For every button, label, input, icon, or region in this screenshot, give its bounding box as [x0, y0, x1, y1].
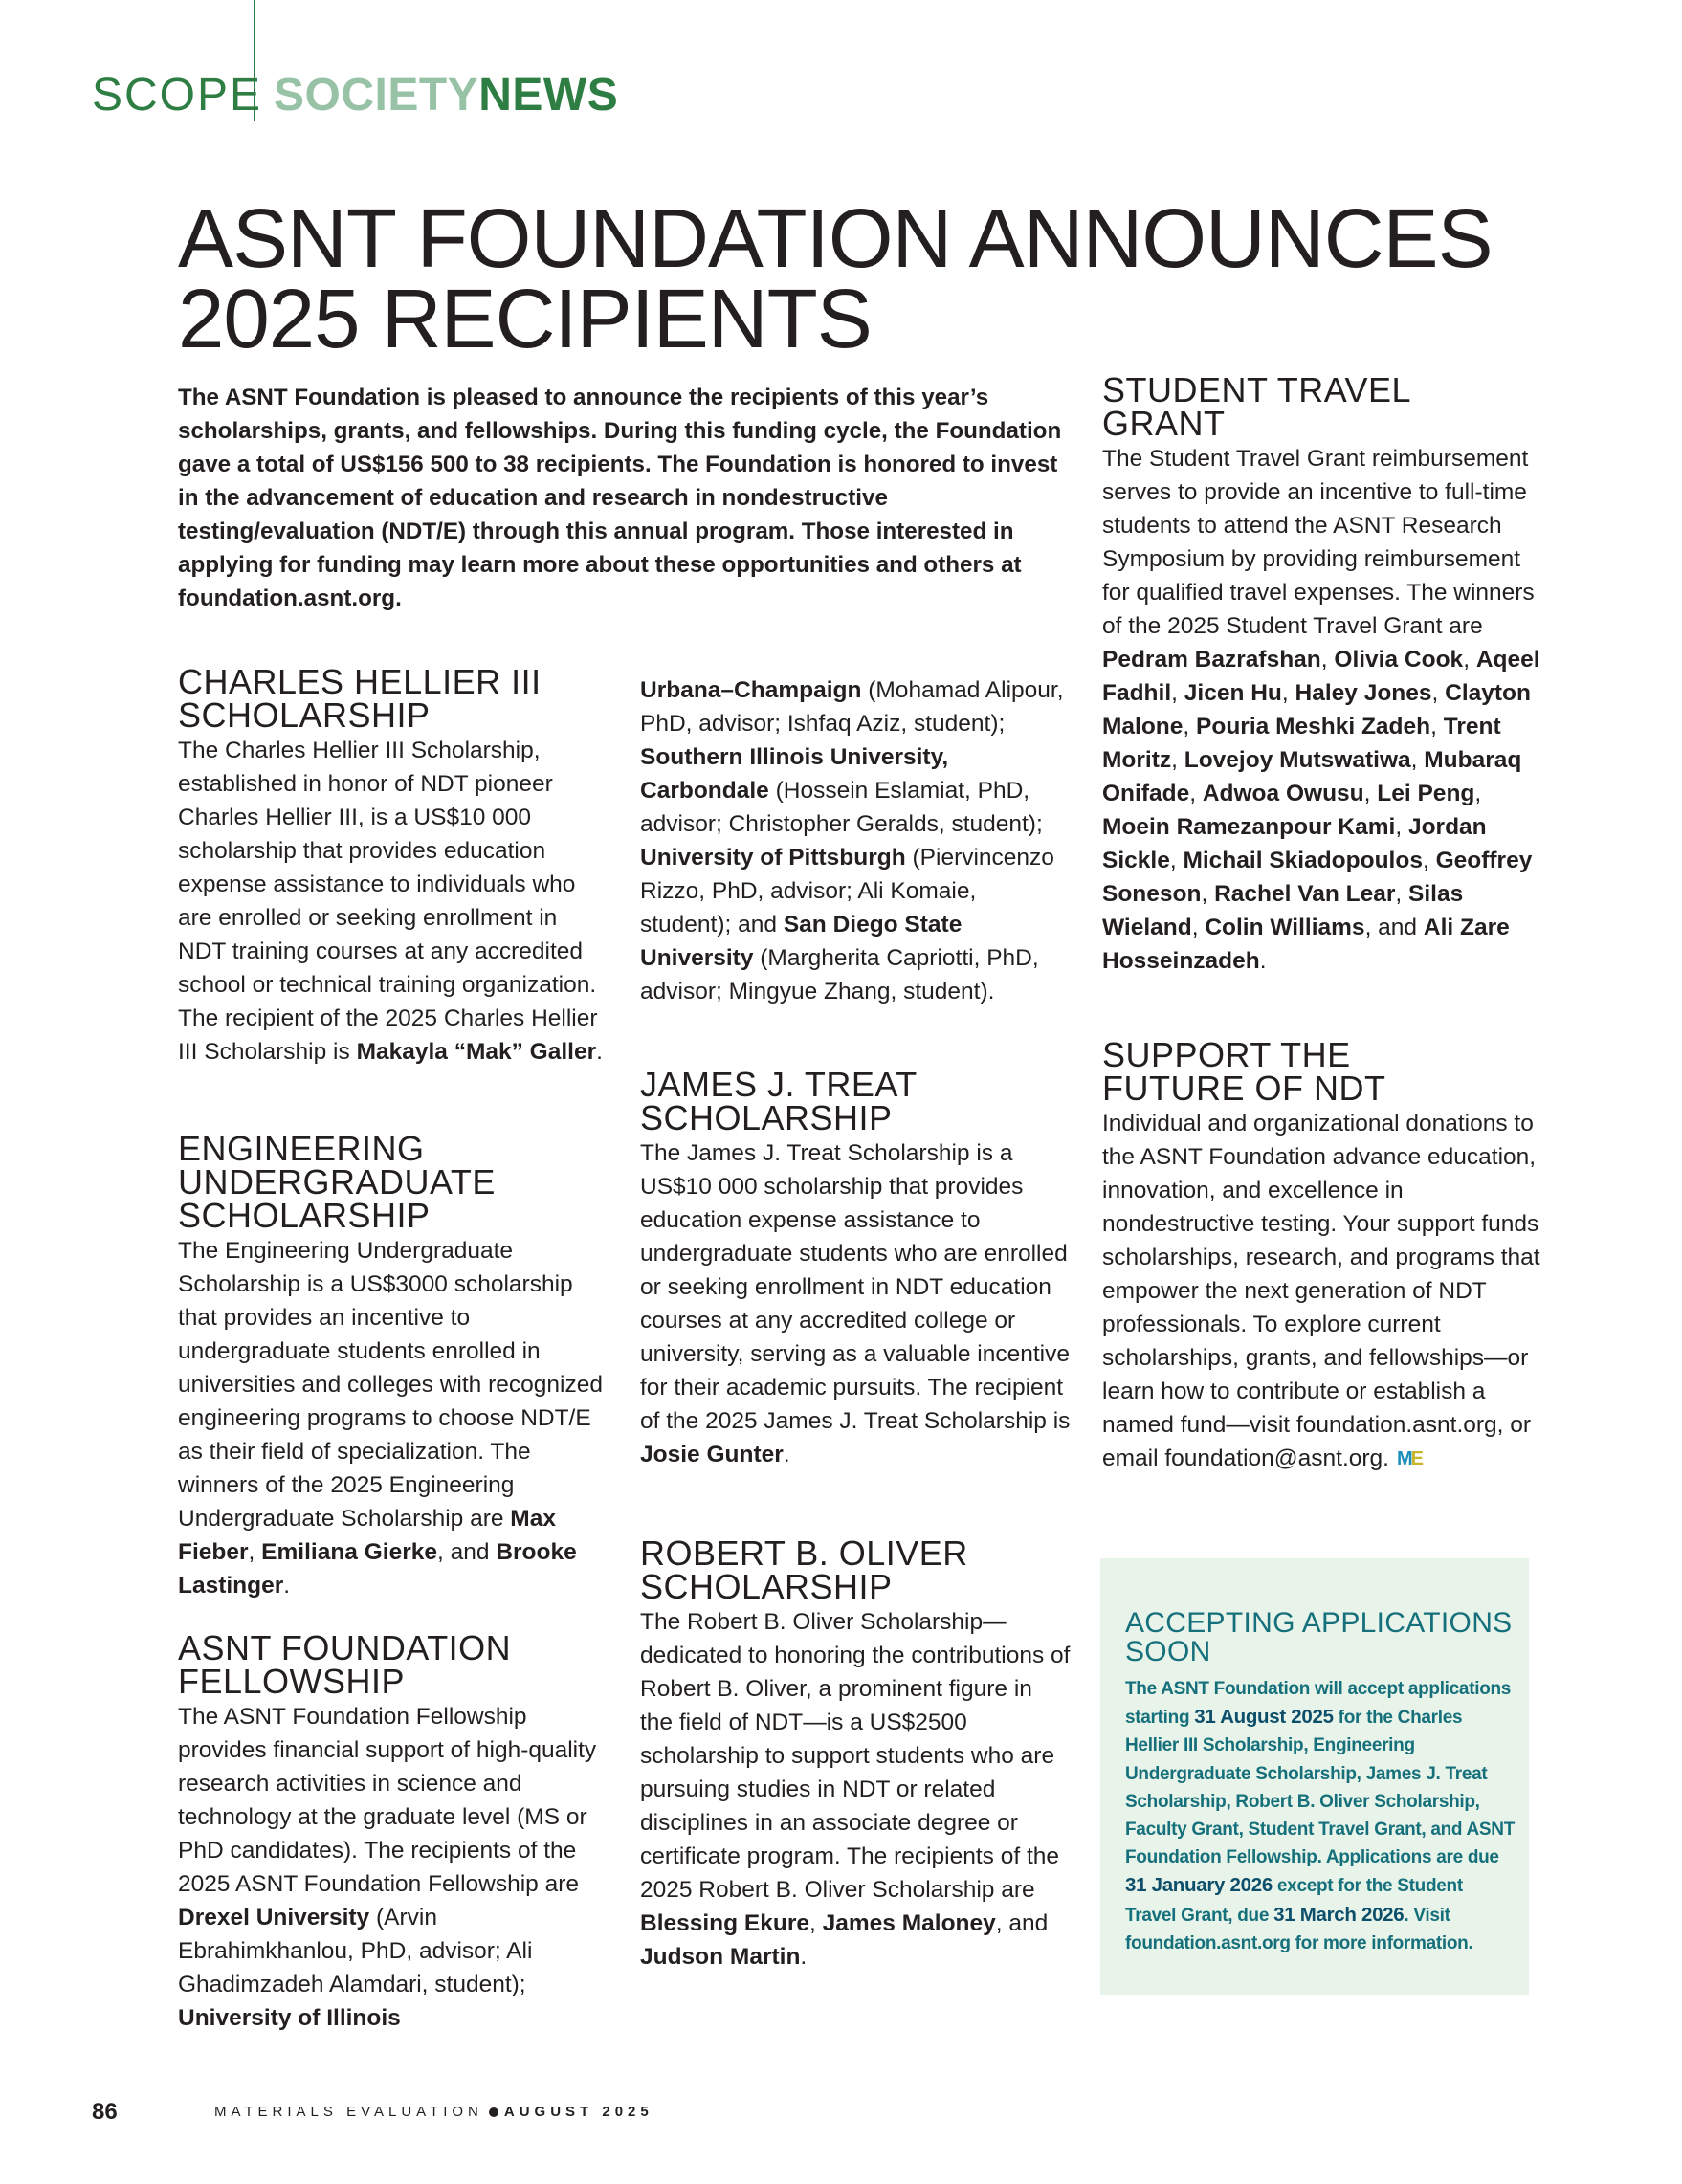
recipient-name: Mubaraq Onifade [1102, 747, 1522, 806]
section-oliver [640, 1533, 1071, 1974]
article-title [178, 192, 1517, 365]
separator: , [1422, 848, 1436, 873]
recipient-name: Ali Zare Hosseinzadeh [1102, 915, 1510, 974]
separator: , [1395, 814, 1408, 840]
body-text: The Charles Hellier III Scholarship, established in honor of NDT pioneer Charles Hellier III, is a US$10 000 scholarship that provides education expense assistance to individuals who are enrolled or seeking enrollment in NDT training courses at any accredited school or technical training organization. The recipient of the 2025 Charles Hellier III Scholarship is [178, 738, 598, 1065]
separator: , [1169, 848, 1184, 873]
header-department-label [274, 69, 618, 122]
separator: , and [995, 1910, 1049, 1936]
article-title-line-2: 2025 RECIPIENTS [178, 273, 872, 365]
section-support [1102, 1035, 1552, 1476]
callout-date: 31 January 2026 [1125, 1874, 1273, 1897]
footer-publication [214, 2104, 653, 2120]
callout-date: 31 August 2025 [1194, 1706, 1334, 1729]
callout-text: except for the Student Travel Grant, due [1125, 1876, 1463, 1926]
recipient-name: Olivia Cook [1334, 647, 1464, 673]
recipient-name: Blessing Ekure [640, 1910, 810, 1936]
recipient-name: Pedram Bazrafshan [1102, 647, 1321, 673]
university-people: (Arvin Ebrahimkhanlou, PhD, advisor; Ali Ghadimzadeh Alamdari, student); [178, 1905, 533, 1997]
separator: , [1474, 781, 1482, 806]
recipient-name: Lei Peng [1377, 781, 1475, 806]
separator: , [1410, 747, 1425, 773]
body-text: Individual and organizational donations to the ASNT Foundation advance education, innovation, and excellence in nondestructive testing. Your support funds scholarships, research, and programs that empower the next generation of NDT professionals. To explore current scholarships, grants, and fellowships—or learn how to contribute or establish a named fund—visit foundation.asnt.org, or email foundation@asnt.org. [1102, 1111, 1540, 1471]
separator: , [1183, 714, 1197, 739]
university-people: (Piervincenzo Rizzo, PhD, advisor; Ali Komaie, student); and [640, 845, 1054, 938]
bullet-dot-icon [489, 2107, 498, 2117]
heading-line: CHARLES HELLIER III [178, 662, 542, 701]
recipient-name: Moein Ramezanpour Kami [1102, 814, 1396, 840]
page-number: 86 [92, 2099, 118, 2125]
separator: , [1201, 881, 1215, 907]
separator: , [248, 1539, 262, 1565]
heading-line: ACCEPTING APPLICATIONS [1125, 1607, 1513, 1639]
section-body [1102, 1107, 1552, 1476]
heading-line: SCHOLARSHIP [640, 1567, 893, 1606]
heading-line: SUPPORT THE [1102, 1035, 1351, 1074]
recipient-name: Lovejoy Mutswatiwa [1184, 747, 1411, 773]
recipient-name: Trent Moritz [1102, 714, 1501, 773]
body-text: The Student Travel Grant reimbursement serves to provide an incentive to full-time students to attend the ASNT Research Symposium by providing reimbursement for qualified travel expenses. The winners of the 2025 Student Travel Grant are [1102, 446, 1535, 639]
separator: , and [1364, 915, 1424, 940]
recipient-name: Jicen Hu [1184, 680, 1282, 706]
heading-line: SCHOLARSHIP [178, 1196, 431, 1235]
separator: , [1189, 781, 1203, 806]
section-heading [178, 1628, 609, 1701]
recipient-name: Jordan Sickle [1102, 814, 1487, 873]
section-body-part-1: The ASNT Foundation Fellowship provides financial support of high-quality research activities in science and technology at the graduate level (MS or PhD candidates). The recipients of the 2025 ASNT Foundation Fellowship are Drexel University (Arvin Ebrahimkhanlou, PhD, advisor; Ali Ghadimzadeh Alamdari, student); University of Illinois [178, 1704, 597, 2031]
punctuation: . [1259, 948, 1267, 974]
separator: , [1171, 680, 1184, 706]
section-heading [1102, 370, 1552, 443]
heading-line: STUDENT TRAVEL [1102, 370, 1412, 409]
punctuation: . [800, 1944, 808, 1970]
section-hellier [178, 662, 609, 1069]
university-people: (Margherita Capriotti, PhD, advisor; Mingyue Zhang, student). [640, 945, 1039, 1004]
section-treat [640, 1065, 1071, 1471]
heading-line: ENGINEERING [178, 1129, 425, 1168]
recipient-name: Max Fieber [178, 1506, 556, 1565]
recipient-name: Brooke Lastinger [178, 1539, 577, 1599]
recipient-name: Geoffrey Soneson [1102, 848, 1533, 907]
callout-body [1125, 1675, 1517, 1957]
separator: , [1463, 647, 1476, 673]
recipient-name: Judson Martin [640, 1944, 801, 1970]
heading-line: ROBERT B. OLIVER [640, 1533, 968, 1573]
separator: , [1281, 680, 1295, 706]
header-society-text: SOCIETY [274, 70, 479, 121]
callout-date: 31 March 2026 [1273, 1903, 1405, 1926]
punctuation: . [596, 1039, 603, 1065]
section-fellowship [178, 1628, 609, 2068]
section-engineering [178, 1129, 609, 1602]
header-section-label: SCOPE [92, 70, 263, 121]
recipient-name: Rachel Van Lear [1214, 881, 1396, 907]
section-heading [640, 1533, 1071, 1606]
section-body [640, 1605, 1071, 1974]
callout-text: . Visit foundation.asnt.org for more information. [1125, 1905, 1473, 1953]
body-text: The James J. Treat Scholarship is a US$10 000 scholarship that provides education expense assistance to undergraduate students who are enrolled or seeking enrollment in NDT education courses at any accredited college or university, serving as a valuable incentive for their academic pursuits. The recipient of the 2025 James J. Treat Scholarship is [640, 1140, 1071, 1434]
recipient-name: Josie Gunter [640, 1442, 784, 1467]
separator: , [1191, 915, 1206, 940]
recipient-name: Colin Williams [1205, 915, 1365, 940]
separator: , [1171, 747, 1184, 773]
applications-callout-box [1100, 1558, 1529, 1995]
recipient-name: Aqeel Fadhil [1102, 647, 1540, 706]
body-text: The ASNT Foundation Fellowship provides financial support of high-quality research activities in science and technology at the graduate level (MS or PhD candidates). The recipients of the 2025 ASNT Foundation Fellowship are [178, 1704, 597, 1897]
recipient-name: Michail Skiadopoulos [1183, 848, 1423, 873]
university-name: Drexel University [178, 1905, 370, 1930]
heading-line: JAMES J. TREAT [640, 1065, 918, 1104]
section-heading [640, 1065, 1071, 1137]
body-text: The Robert B. Oliver Scholarship—dedicated to honoring the contributions of Robert B. Oliver, a prominent figure in the field of NDT—is a US$2500 scholarship to support students who are pursuing studies in NDT or related disciplines in an associate degree or certificate program. The recipients of the 2025 Robert B. Oliver Scholarship are [640, 1609, 1071, 1903]
section-heading [1102, 1035, 1552, 1108]
callout-text: for the Charles Hellier III Scholarship, Engineering Undergraduate Scholarship, James J. Treat Scholarship, Robert B. Oliver Scholarship, Faculty Grant, Student Travel Grant, and ASNT Foundation Fellowship. Applications are due [1125, 1708, 1516, 1868]
callout-text: The ASNT Foundation will accept applications starting [1125, 1679, 1512, 1729]
recipient-name: Clayton Malone [1102, 680, 1531, 739]
section-body [178, 1234, 609, 1602]
heading-line: FELLOWSHIP [178, 1662, 406, 1701]
recipient-name: Makayla “Mak” Galler [356, 1039, 597, 1065]
university-people: (Mohamad Alipour, PhD, advisor; Ishfaq Aziz, student); [640, 677, 1064, 737]
issue-date: AUGUST 2025 [503, 2104, 653, 2120]
university-name-continued: Urbana–Champaign [640, 677, 862, 703]
recipient-name: Haley Jones [1295, 680, 1432, 706]
heading-line: SOON [1125, 1636, 1211, 1667]
section-body [178, 734, 609, 1069]
heading-line: GRANT [1102, 404, 1226, 443]
callout-heading [1125, 1609, 1517, 1666]
punctuation: . [283, 1573, 291, 1599]
university-people: (Hossein Eslamiat, PhD, advisor; Christopher Geralds, student); [640, 778, 1043, 837]
me-logo-icon [1397, 1443, 1422, 1476]
section-travel [1102, 370, 1552, 978]
heading-line: ASNT FOUNDATION [178, 1628, 512, 1667]
separator: , [809, 1910, 823, 1936]
separator: , [1431, 680, 1446, 706]
header-news-text: NEWS [478, 70, 619, 121]
recipient-name: Pouria Meshki Zadeh [1196, 714, 1431, 739]
recipient-name: Adwoa Owusu [1202, 781, 1364, 806]
recipient-name: James Maloney [822, 1910, 996, 1936]
article-title-line-1: ASNT FOUNDATION ANNOUNCES [178, 192, 1493, 285]
university-name: Southern Illinois University, Carbondale [640, 744, 949, 804]
separator: , [1430, 714, 1444, 739]
section-heading [178, 662, 609, 735]
separator: , and [437, 1539, 497, 1565]
section-body [1102, 442, 1552, 978]
separator: , [1395, 881, 1409, 907]
section-body [640, 1136, 1071, 1471]
body-text: The Engineering Undergraduate Scholarship is a US$3000 scholarship that provides an incentive to undergraduate students enrolled in universities and colleges with recognized engineering programs to choose NDT/E as their field of specialization. The winners of the 2025 Engineering Undergraduate Scholarship are [178, 1238, 603, 1532]
publication-name: MATERIALS EVALUATION [214, 2104, 483, 2120]
section-body-part-2 [640, 673, 1071, 1008]
separator: , [1320, 647, 1335, 673]
heading-line: SCHOLARSHIP [640, 1098, 893, 1137]
heading-line: FUTURE OF NDT [1102, 1069, 1386, 1108]
recipient-name: Silas Wieland [1102, 881, 1464, 940]
recipient-name: Emiliana Gierke [261, 1539, 438, 1565]
separator: , [1363, 781, 1378, 806]
heading-line: UNDERGRADUATE [178, 1162, 496, 1202]
logo-letter: M [1397, 1448, 1411, 1470]
section-fellowship-continued [640, 673, 1071, 1008]
logo-letter: E [1410, 1448, 1423, 1470]
heading-line: SCHOLARSHIP [178, 695, 431, 735]
punctuation: . [783, 1442, 790, 1467]
section-heading [178, 1129, 609, 1235]
recipient-list [1102, 647, 1540, 974]
university-name: University of Pittsburgh [640, 845, 906, 871]
article-intro: The ASNT Foundation is pleased to announce the recipients of this year’s scholarships, grants, and fellowships. During this funding cycle, the Foundation gave a total of US$156 500 to 38 recipients. The Foundation is honored to invest in the advancement of education and research in nondestructive testing/evaluation (NDT/E) through this annual program. Those interested in applying for funding may learn more about these opportunities and others at foundation.asnt.org. [178, 385, 1062, 611]
university-name: San Diego State University [640, 912, 963, 971]
